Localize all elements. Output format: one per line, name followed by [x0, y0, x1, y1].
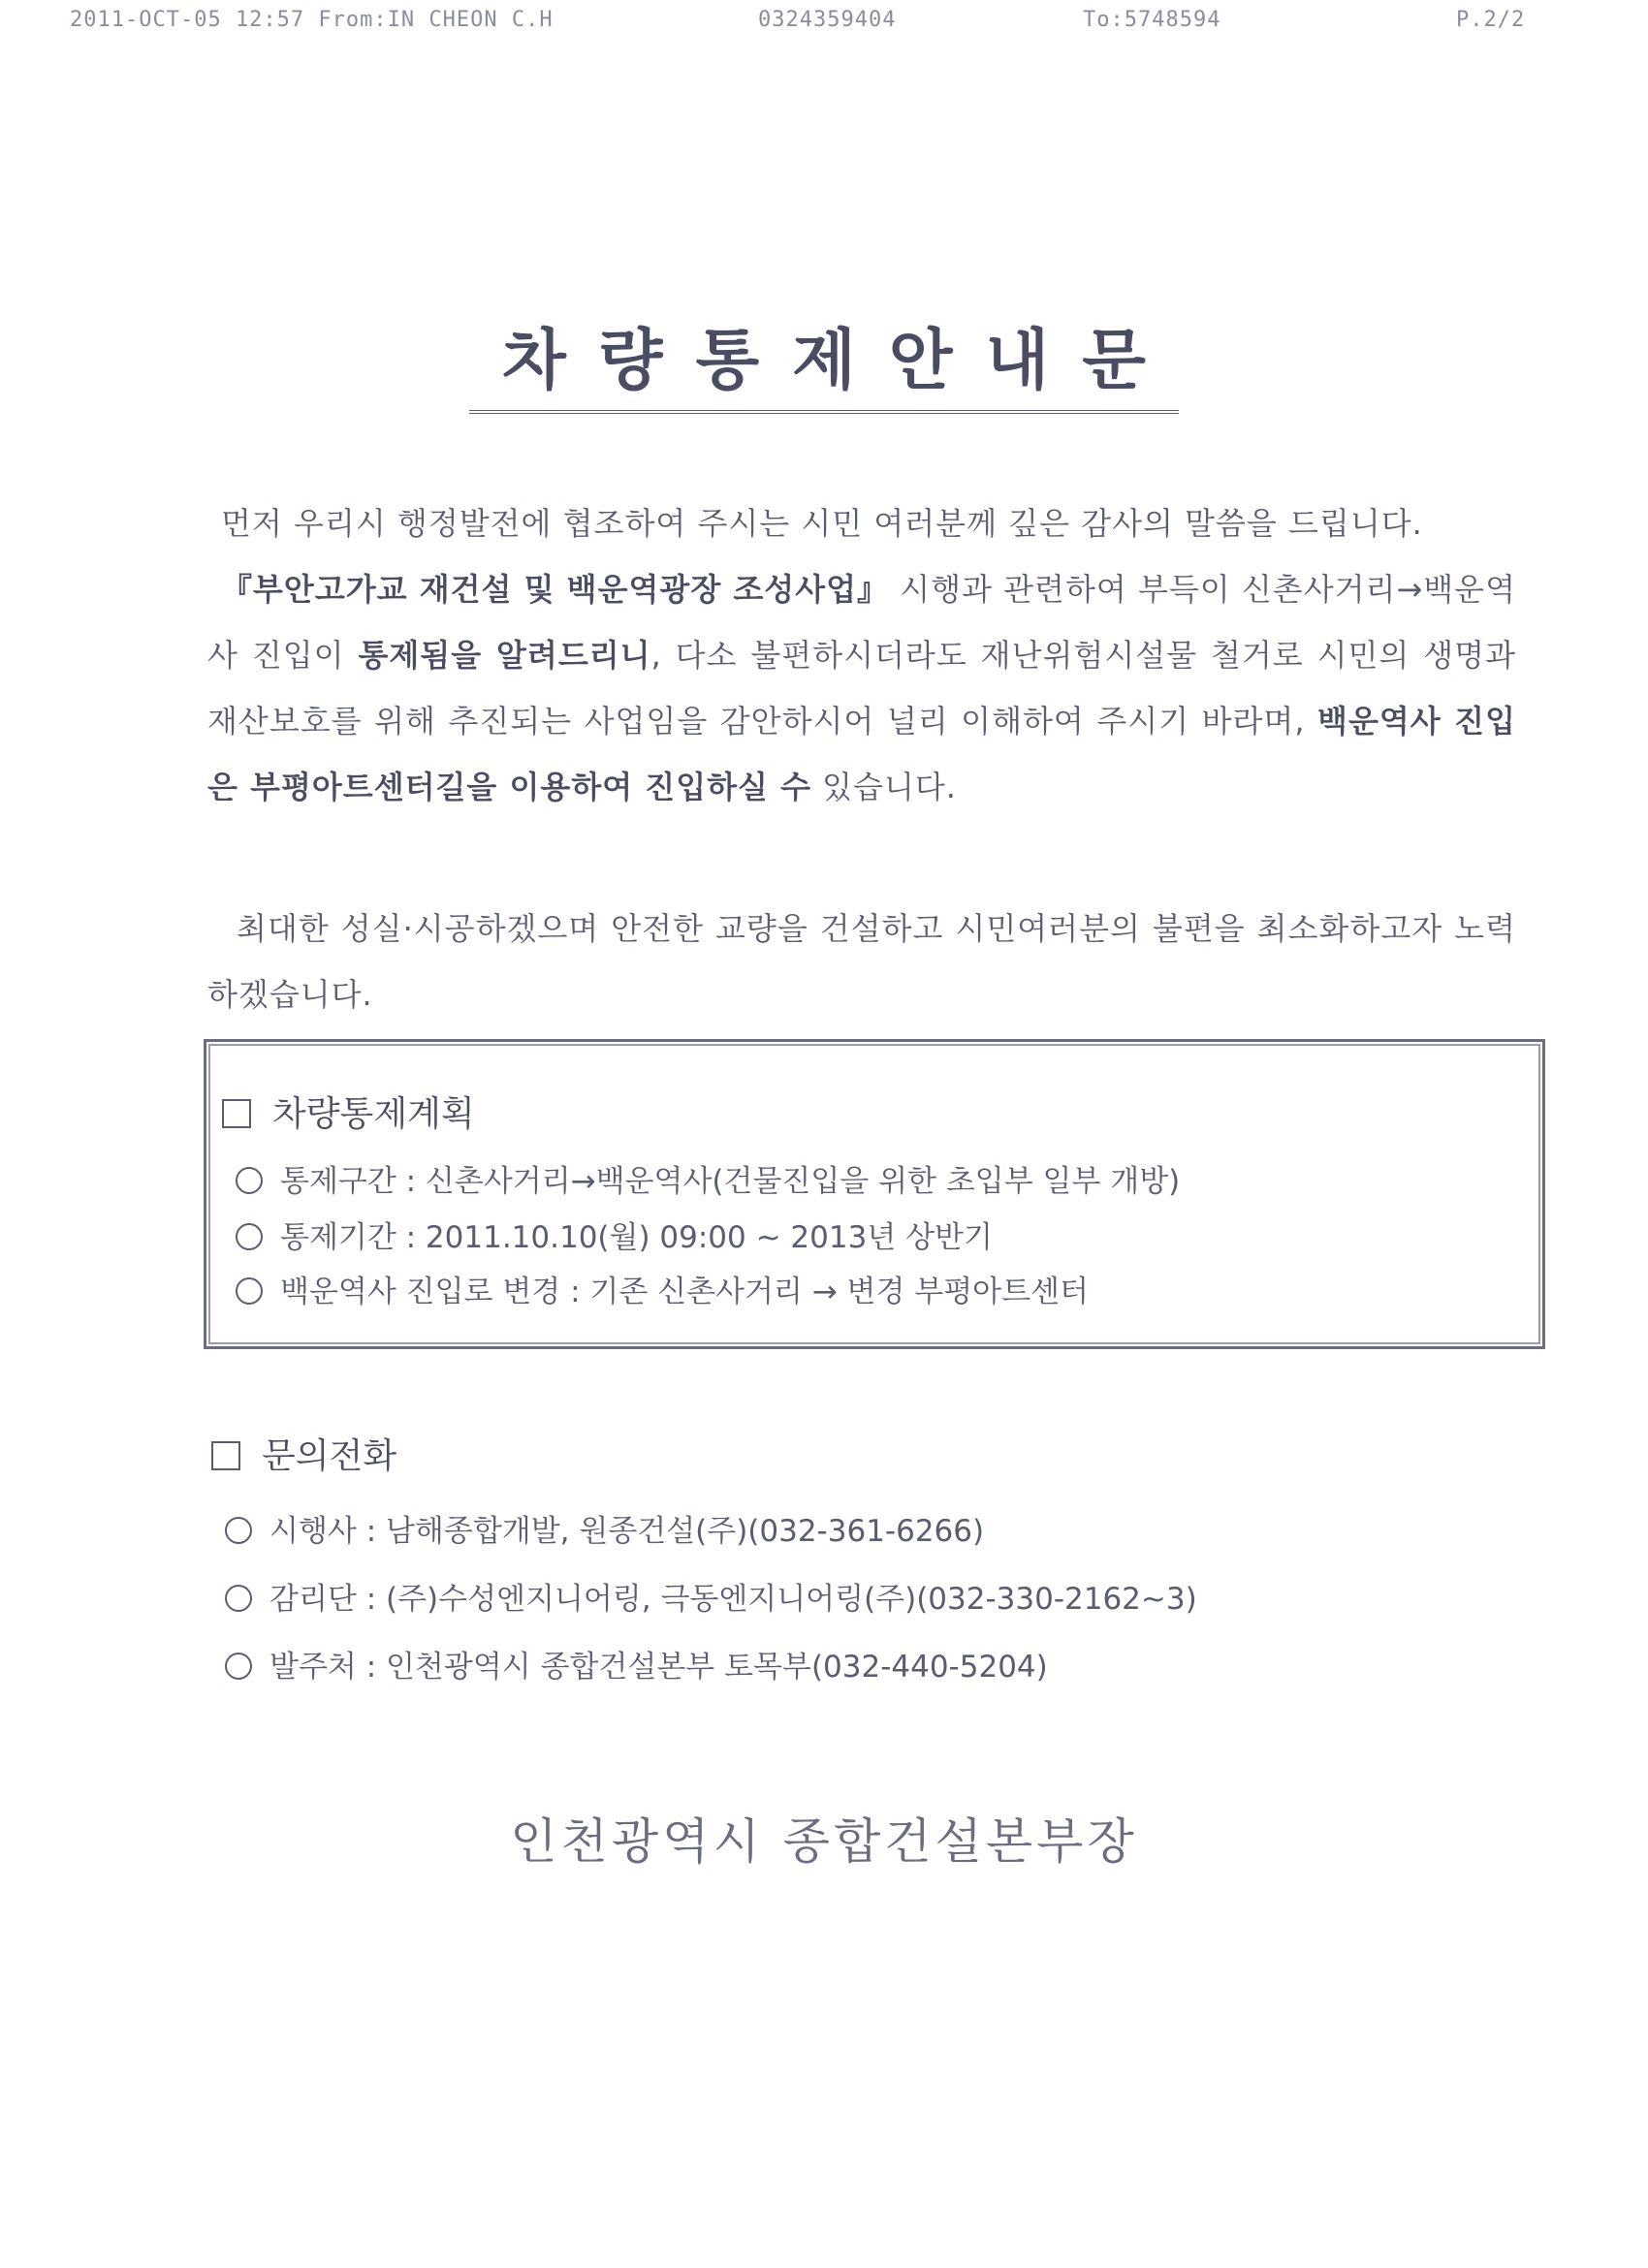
plan-item-route: [236, 1267, 1089, 1310]
plan-title: 차량통제계획: [272, 1094, 475, 1134]
plan-item-section: [236, 1156, 1180, 1200]
contact-heading: [211, 1429, 396, 1478]
traffic-control-plan-box: [204, 1039, 1545, 1349]
contact-item-text: 시행사 : 남해종합개발, 원종건설(주)(032-361-6266): [269, 1514, 985, 1549]
title-wrapper: [0, 308, 1648, 414]
contact-title: 문의전화: [262, 1436, 397, 1476]
circle-bullet-icon: [236, 1167, 263, 1194]
contact-item-client: [225, 1642, 1048, 1685]
circle-bullet-icon: [225, 1517, 252, 1544]
intro-text-c: 있습니다.: [810, 769, 957, 805]
issuer-signature: 인천광역시 종합건설본부장: [510, 1813, 1138, 1870]
contact-item-text: 감리단 : (주)수성엔지니어링, 극동엔지니어링(주)(032-330-2162~3): [269, 1582, 1197, 1617]
plan-heading: [222, 1087, 475, 1136]
contact-item-contractor: [225, 1506, 984, 1550]
intro-notice: [207, 556, 1516, 820]
document-title: 차량통제안내문: [469, 308, 1179, 414]
intro-greeting: 먼저 우리시 행정발전에 협조하여 주시는 시민 여러분께 깊은 감사의 말씀을 드립니다.: [221, 505, 1423, 542]
circle-bullet-icon: [236, 1277, 263, 1305]
fax-header: [70, 8, 1543, 37]
fax-datetime: 2011-OCT-05 12:57 From:IN CHEON C.H: [70, 8, 554, 32]
circle-bullet-icon: [225, 1653, 252, 1680]
plan-item-text: 통제기간 : 2011.10.10(월) 09:00 ~ 2013년 상반기: [280, 1220, 993, 1255]
access-phrase: 백운역사 진입은 부평아트센터길을 이용하여 진입하실 수: [207, 703, 1516, 805]
plan-item-text: 통제구간 : 신촌사거리→백운역사(건물진입을 위한 초입부 일부 개방): [280, 1164, 1181, 1199]
circle-bullet-icon: [225, 1585, 252, 1612]
intro-text-a: 시행과 관련하여 부득이 신촌사거리→백운역사 진입이: [207, 571, 1516, 674]
contact-item-text: 발주처 : 인천광역시 종합건설본부 토목부(032-440-5204): [269, 1650, 1048, 1685]
intro-paragraph: [207, 490, 1516, 820]
project-name: 『부안고가교 재건설 및 백운역광장 조성사업』: [221, 571, 890, 608]
plan-item-text: 백운역사 진입로 변경 : 기존 신촌사거리 → 변경 부평아트센터: [280, 1275, 1089, 1309]
fax-sender-number: 0324359404: [758, 8, 897, 32]
closing-paragraph: 최대한 성실·시공하겠으며 안전한 교량을 건설하고 시민여러분의 불편을 최소화하고자 노력하겠습니다.: [207, 910, 1516, 1013]
plan-item-period: [236, 1213, 993, 1256]
fax-page-number: P.2/2: [1456, 8, 1526, 32]
checkbox-square-icon: [222, 1099, 251, 1128]
intro-text-b: , 다소 불편하시더라도 재난위험시설물 철거로 시민의 생명과 재산보호를 위해 추진되는 사업임을 감안하시어 널리 이해하여 주시기 바라며,: [207, 637, 1516, 740]
fax-recipient: To:5748594: [1083, 8, 1221, 32]
control-phrase: 통제됨을 알려드리니: [358, 637, 651, 674]
circle-bullet-icon: [236, 1223, 263, 1250]
contact-item-supervisor: [225, 1574, 1197, 1618]
checkbox-square-icon: [211, 1441, 240, 1470]
